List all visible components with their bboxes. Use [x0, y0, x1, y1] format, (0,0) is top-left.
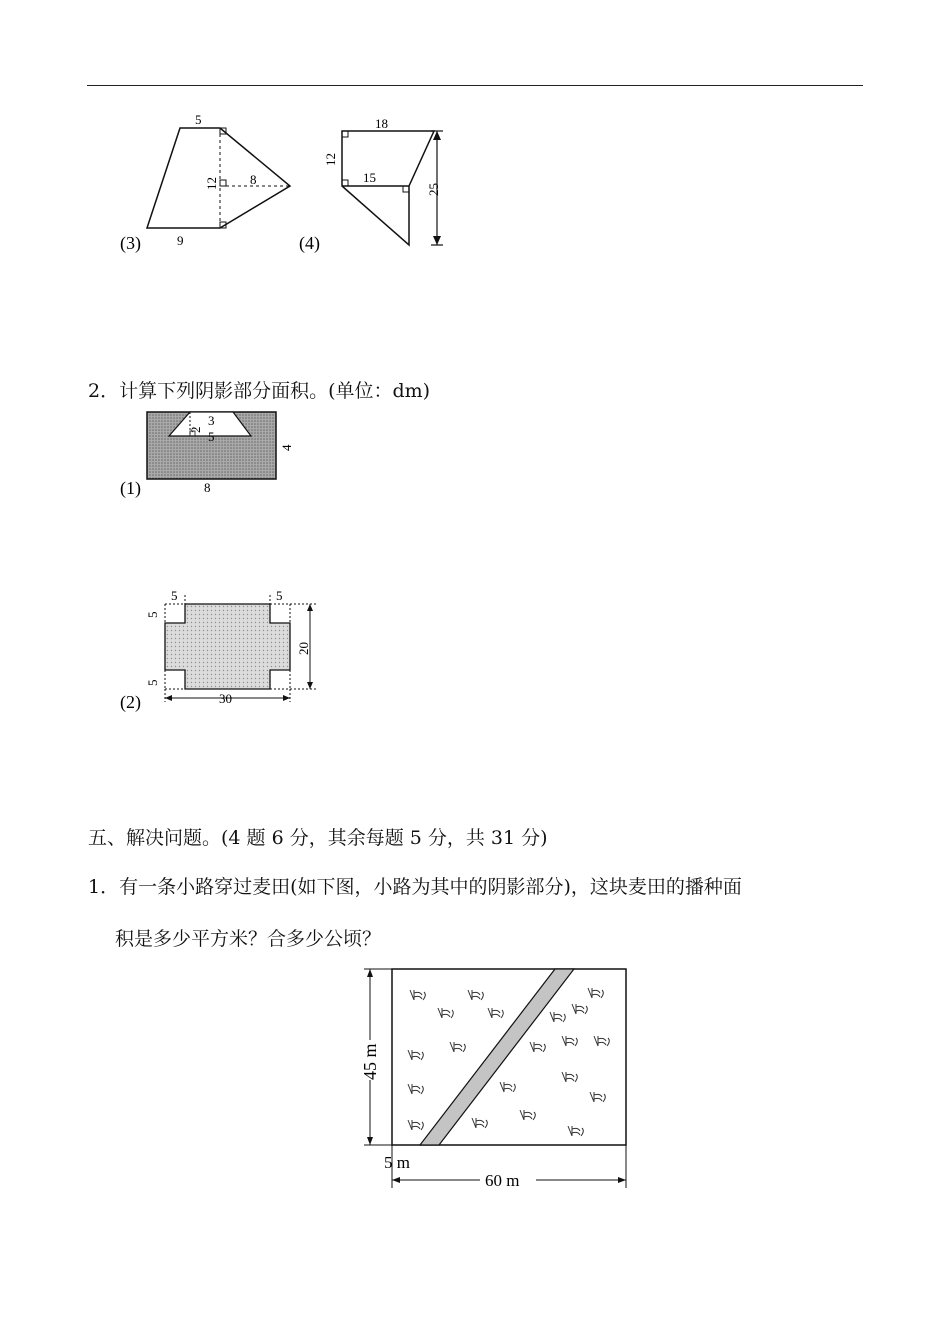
figure-3-trapezoid-kite — [110, 108, 310, 256]
fig1-height-length: 2 — [188, 426, 203, 433]
field-height-label: 45 m — [360, 1043, 380, 1080]
fig3-label: (3) — [120, 233, 141, 253]
fig3-height-length: 12 — [204, 177, 219, 190]
fig3-top-length: 5 — [195, 112, 202, 127]
header-rule — [87, 85, 863, 86]
road-width-label: 5 m — [384, 1153, 410, 1172]
wheat-field-figure — [350, 960, 640, 1195]
fig2-left-top-length: 5 — [145, 611, 160, 618]
fig3-middle-length: 8 — [250, 172, 257, 187]
fig1-top-length: 3 — [208, 413, 215, 428]
fig2-left-bottom-length: 5 — [145, 679, 160, 686]
question-2-title: 2．计算下列阴影部分面积。(单位：dm) — [88, 380, 431, 402]
section-5-heading: 五、解决问题。(4 题 6 分，其余每题 5 分，共 31 分) — [88, 827, 548, 849]
fig1-right-length: 4 — [279, 444, 294, 451]
figure-4-composite — [295, 108, 455, 256]
fig2-top-left-length: 5 — [171, 588, 178, 603]
fig4-label: (4) — [299, 233, 320, 253]
fig1-bottom-length: 5 — [208, 429, 215, 444]
fig2-label: (2) — [120, 692, 141, 712]
question-1-line-1: 1．有一条小路穿过麦田(如下图，小路为其中的阴影部分)，这块麦田的播种面 — [88, 876, 742, 898]
fig3-bottom-length: 9 — [177, 233, 184, 248]
fig4-top-length: 18 — [375, 116, 388, 131]
fig2-top-right-length: 5 — [276, 588, 283, 603]
fig4-left-length: 12 — [323, 153, 338, 166]
fig1-width-length: 8 — [204, 480, 211, 495]
field-width-label: 60 m — [485, 1171, 520, 1190]
fig1-label: (1) — [120, 478, 141, 498]
fig2-height-length: 20 — [296, 642, 311, 655]
fig4-right-length: 25 — [426, 183, 441, 196]
fig2-width-length: 30 — [219, 691, 232, 706]
shaded-figure-2 — [110, 585, 330, 717]
question-1-line-2: 积是多少平方米？合多少公顷？ — [115, 928, 382, 950]
fig4-middle-length: 15 — [363, 170, 376, 185]
shaded-figure-1 — [110, 405, 310, 500]
